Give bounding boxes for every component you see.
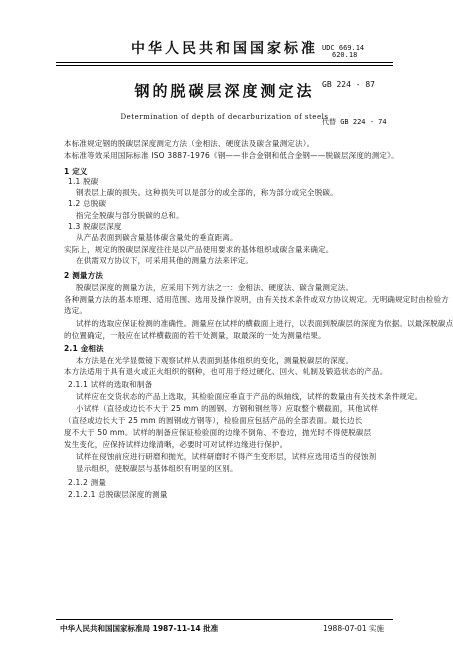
gb-number: GB 224 - 87 xyxy=(322,80,375,89)
body-line: 脱碳层深度的测量方法，应采用下列方法之一：金相法、硬度法、碳含量测定法。 xyxy=(76,283,354,292)
header-rule-bottom xyxy=(56,65,393,66)
body-line: 从产品表面到碳含量基体碳含量处的垂直距离。 xyxy=(76,233,238,242)
header-rule-top xyxy=(56,62,393,63)
body-line: 2.1.2.1 总脱碳层深度的测量 xyxy=(68,490,168,499)
section-heading: 2 测量方法 xyxy=(64,271,104,280)
section-heading: 2.1 金相法 xyxy=(64,344,104,353)
udc-code-1: UDC 669.14 xyxy=(322,44,365,52)
english-title: Determination of depth of decarburization of steels xyxy=(120,113,329,121)
section-heading: 1 定义 xyxy=(64,167,88,176)
standard-header-title: 中华人民共和国国家标准 xyxy=(131,41,318,57)
body-line: 选定。 xyxy=(64,306,88,315)
footer-rule xyxy=(56,619,393,620)
body-line: 在供需双方协议下，可采用其他的测量方法来评定。 xyxy=(76,256,254,265)
body-line: 钢表层上碳的损失。这种损失可以是部分的或全部的，称为部分或完全脱碳。 xyxy=(76,188,338,197)
body-line: 本标准等效采用国际标准 ISO 3887-1976《钢——非合金钢和低合金钢——脱碳层深度的测定》。 xyxy=(64,151,399,160)
udc-code-2: 620.18 xyxy=(332,51,358,59)
body-line: 本方法是在光学显微镜下观察试样从表面到基体组织的变化，测量脱碳层的深度。 xyxy=(76,356,354,365)
body-line: 发生变化，应保持试样边缘清晰，必要时可对试样边缘进行保护。 xyxy=(64,440,288,449)
body-line: 本方法适用于具有退火或正火组织的钢种，也可用于经过硬化、回火、轧制及锻造状态的产品。 xyxy=(64,367,388,376)
body-line: （直径或边长大于 25 mm 的圆钢或方钢等），检验面应包括产品的全部表面。最长边长 xyxy=(64,416,363,425)
document-title: 钢的脱碳层深度测定法 xyxy=(134,82,315,100)
body-line: 1.3 脱碳层深度 xyxy=(68,222,122,231)
body-line: 本标准规定钢的脱碳层深度测定方法（金相法、硬度法及碳含量测定法）。 xyxy=(64,139,315,148)
body-line: 指完全脱碳与部分脱碳的总和。 xyxy=(76,211,184,220)
body-line: 各种测量方法的基本原理、适用范围、选用及操作说明，由有关技术条件或双方协议规定。无明确规定时由检验方 xyxy=(64,295,449,304)
replaces-code: 代替 GB 224 - 74 xyxy=(322,118,387,126)
body-line: 1.2 总脱碳 xyxy=(68,199,107,208)
body-line: 2.1.2 测量 xyxy=(68,478,107,487)
body-line: 实际上，规定的脱碳层深度往往是以产品使用要求的基体组织或碳含量来确定。 xyxy=(64,245,334,254)
body-line: 小试样（直径或边长不大于 25 mm 的圆钢、方钢和钢丝等）应取整个横截面，其他试样 xyxy=(76,404,379,413)
body-line: 1.1 脱碳 xyxy=(68,177,99,186)
body-line: 试样在侵蚀前应进行研磨和抛光，试样研磨时不得产生变形层，试样应选用适当的侵蚀剂 xyxy=(76,452,377,461)
footer-implement-date: 1988-07-01 实施 xyxy=(323,624,384,633)
body-line: 度不大于 50 mm。试样的制备应保证检验面的边缘不倒角、不卷边，抛光时不得使脱碳层 xyxy=(64,428,372,437)
body-line: 试样应在交货状态的产品上选取，其检验面应垂直于产品的纵轴线，试样的数量由有关技术条件规定。 xyxy=(76,392,423,401)
body-line: 2.1.1 试样的选取和制备 xyxy=(68,380,153,389)
body-line: 的位置确定，一般应在试样横截面的若干处测量，取最深的一处为测量结果。 xyxy=(64,331,326,340)
footer-issuer: 中华人民共和国国家标准局 1987-11-14 批准 xyxy=(60,624,219,633)
body-line: 试样的选取应保证检测的准确性。测量应在试样的横截面上进行，以表面到脱碳层的深度为依据。以最深脱碳点 xyxy=(76,319,453,328)
body-line: 显示组织，使脱碳层与基体组织有明显的区别。 xyxy=(76,464,238,473)
